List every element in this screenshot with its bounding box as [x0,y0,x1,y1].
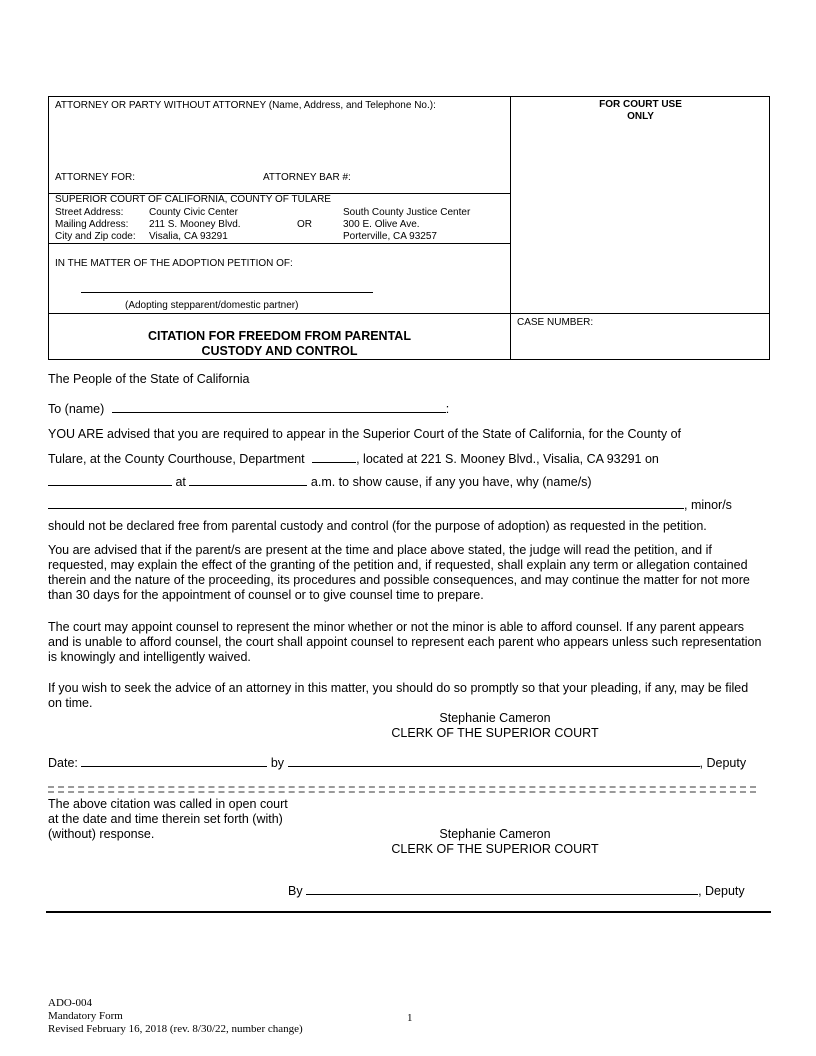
page-number: 1 [407,1012,413,1024]
people-line: The People of the State of California [48,372,250,386]
form-number: ADO-004 [48,997,92,1009]
south-city: Porterville, CA 93257 [343,231,437,242]
clerk-title: CLERK OF THE SUPERIOR COURT [391,726,599,740]
divider-line [49,313,769,314]
street-label: Street Address: [55,207,124,218]
hearing-time-field[interactable] [189,473,307,486]
by-signature-row [288,882,745,899]
called-line3: (without) response. [48,827,155,841]
south-address: 300 E. Olive Ave. [343,219,420,230]
advised-line2 [48,450,659,467]
dashed-divider-top [48,786,756,788]
deputy-signature-field[interactable] [288,754,700,767]
city-label: City and Zip code: [55,231,136,242]
petitioner-name-line[interactable] [81,292,373,293]
matter-label: IN THE MATTER OF THE ADOPTION PETITION OF: [55,258,293,269]
date-time-row [48,473,592,490]
civic-city: Visalia, CA 93291 [149,231,228,242]
case-number-label: CASE NUMBER: [517,317,594,328]
called-line2: at the date and time therein set forth (with) [48,812,283,826]
dashed-divider-bottom [48,791,756,793]
minors-name-field[interactable] [48,496,684,509]
to-name-row [48,400,449,417]
minors-label: , minor/s [684,498,732,512]
to-name-label: To (name) [48,402,105,416]
hearing-date-field[interactable] [48,473,172,486]
civic-center: County Civic Center [149,207,238,218]
date-label: Date: [48,756,78,770]
not-declared-line: should not be declared free from parental custody and control (for the purpose of adoption) as requested in the petition. [48,519,707,533]
or-label: OR [297,219,312,230]
by2-label: By [288,884,303,898]
clerk-title-2: CLERK OF THE SUPERIOR COURT [391,842,599,856]
caption-divider [510,97,511,359]
form-title-line2: CUSTODY AND CONTROL [201,344,358,358]
south-center: South County Justice Center [343,207,471,218]
called-line1: The above citation was called in open court [48,797,288,811]
by-label: by [270,756,285,770]
date-field[interactable] [81,754,267,767]
court-use-line2: ONLY [627,111,654,122]
colon: : [445,402,450,416]
paragraph-2: The court may appoint counsel to represent the minor whether or not the minor is able to afford counsel. If any parent appears and is unable to afford counsel, the court shall appoint counsel to represent each parent who appears unless such representation is knowingly and intelligently waived. [48,620,762,664]
advised-line1: YOU ARE advised that you are required to appear in the Superior Court of the State of California, for the County of [48,427,681,441]
mandatory-form: Mandatory Form [48,1010,123,1022]
caption-box [48,96,770,360]
attorney-bar-label: ATTORNEY BAR #: [263,172,351,183]
advised-line2b: , located at 221 S. Mooney Blvd., Visalia, CA 93291 on [356,452,659,466]
court-use-line1: FOR COURT USE [599,99,682,110]
clerk-name-2: Stephanie Cameron [439,827,551,841]
mailing-label: Mailing Address: [55,219,129,230]
divider-line [49,243,510,244]
to-name-field[interactable] [112,400,446,413]
adopting-caption: (Adopting stepparent/domestic partner) [125,300,299,311]
court-name: SUPERIOR COURT OF CALIFORNIA, COUNTY OF TULARE [55,194,331,205]
civic-address: 211 S. Mooney Blvd. [149,219,241,230]
show-cause-text: a.m. to show cause, if any you have, why (name/s) [310,475,592,489]
paragraph-3: If you wish to seek the advice of an attorney in this matter, you should do so promptly so that your pleading, if any, may be filed on time. [48,681,749,710]
advised-line2a: Tulare, at the County Courthouse, Department [48,452,305,466]
attorney-label: ATTORNEY OR PARTY WITHOUT ATTORNEY (Name, Address, and Telephone No.): [55,100,436,111]
deputy-label-2: , Deputy [698,884,745,898]
date-signature-row [48,754,746,771]
clerk-name: Stephanie Cameron [439,711,551,725]
department-field[interactable] [312,450,356,463]
deputy-signature-field-2[interactable] [306,882,698,895]
at-label: at [175,475,186,489]
paragraph-1: You are advised that if the parent/s are present at the time and place above stated, the judge will read the petition, and if requested, may explain the effect of the granting of the petition and, if requested, shall explain any term or allegation contained therein and the nature of the proceeding, its procedures and possible consequences, and may continue the matter for not more than 30 days for the appointment of counsel or to give counsel time to prepare. [48,543,750,602]
deputy-label: , Deputy [699,756,747,770]
form-title-line1: CITATION FOR FREEDOM FROM PARENTAL [148,329,411,343]
minors-row [48,496,732,513]
attorney-for-label: ATTORNEY FOR: [55,172,136,183]
footer-rule [46,911,771,913]
revised-date: Revised February 16, 2018 (rev. 8/30/22, number change) [48,1023,303,1035]
